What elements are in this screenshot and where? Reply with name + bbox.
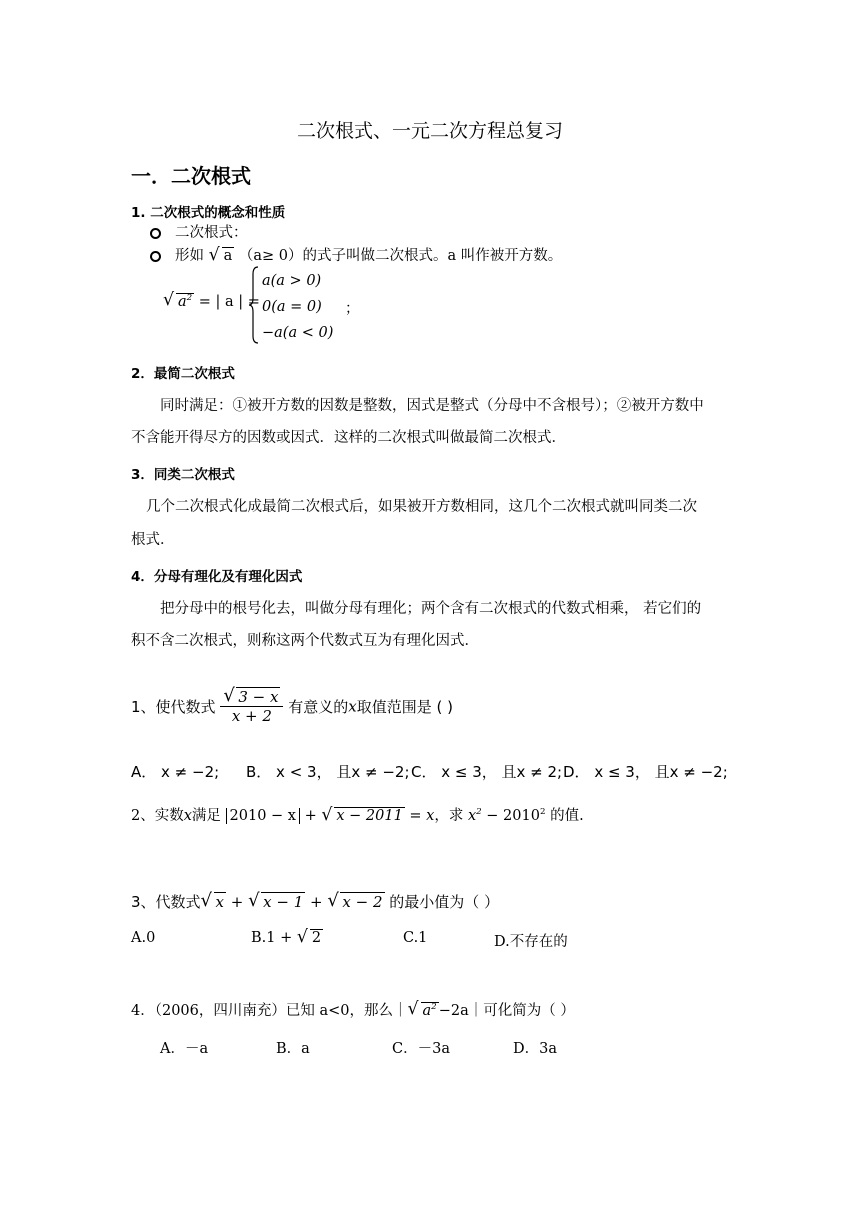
radicand: x − 2011 xyxy=(336,808,403,824)
option-c: C． x ≤ 3， 且x ≠ 2; xyxy=(411,763,563,781)
question-4: 4．（2006，四川南充）已知 a<0，那么｜ √ $a^2$ −2a｜可化简为（ ） xyxy=(131,999,575,1020)
left-brace xyxy=(249,266,259,344)
numerator: 3 − x xyxy=(238,688,279,706)
question-1 xyxy=(131,685,453,725)
bullet-text: 二次根式： xyxy=(175,225,248,241)
subheading-simplest: 2．最简二次根式 xyxy=(131,366,235,382)
operator: + xyxy=(304,808,317,824)
case-positive: a(a > 0) xyxy=(262,273,322,289)
question-text: 2、实数 xyxy=(131,808,184,824)
abs-formula-left: √ $a^2$ = | a | = xyxy=(163,290,260,310)
option-a: A． x ≠ −2; xyxy=(131,763,220,781)
equation-rhs: = x xyxy=(409,808,435,824)
page-title: 二次根式、一元二次方程总复习 xyxy=(296,120,563,142)
radicand: a xyxy=(223,248,233,264)
subheading-concept: 1. 二次根式的概念和性质 xyxy=(131,205,286,221)
option-a: A.0 xyxy=(131,930,156,946)
question-text: −2a｜可化简为（ ） xyxy=(438,1003,575,1019)
bullet-text: 形如 xyxy=(175,248,204,264)
bullet-text: （a≥ 0）的式子叫做二次根式。a 叫作被开方数。 xyxy=(238,248,563,264)
paragraph-line: 把分母中的根号化去，叫做分母有理化；两个含有二次根式的代数式相乘， 若它们的 xyxy=(160,601,702,617)
option-a: A．－a xyxy=(160,1041,209,1057)
option-d: D．3a xyxy=(513,1041,557,1057)
formula-eq: = | a | = xyxy=(198,293,260,310)
question-text: 的值. xyxy=(550,808,584,824)
paragraph-line: 几个二次根式化成最简二次根式后，如果被开方数相同，这几个二次根式就叫同类二次 xyxy=(146,499,697,515)
section-heading-radicals: 一．二次根式 xyxy=(131,164,251,188)
bullet-item-1 xyxy=(150,221,248,242)
option-d: D.不存在的 xyxy=(494,934,568,950)
formula-end: ； xyxy=(345,301,360,317)
case-negative: −a(a < 0) xyxy=(262,325,334,341)
bullet-icon xyxy=(150,228,161,239)
paragraph-line: 同时满足：①被开方数的因数是整数，因式是整式（分母中不含根号）；②被开方数中 xyxy=(160,398,704,414)
question-text: 1、使代数式 xyxy=(131,698,216,716)
question-2: 2、实数x满足 2010 − x + √ x − 2011 = x，求 $x^2 - 2010^2$ 的值. xyxy=(131,805,584,825)
sqrt-a: √ a xyxy=(208,245,233,265)
radicand: x − 2 xyxy=(342,893,383,911)
option-c: C．－3a xyxy=(392,1041,450,1057)
absolute-value: 2010 − x xyxy=(226,808,300,824)
fraction: √ 3 − x x + 2 xyxy=(220,688,283,725)
radicand: x xyxy=(215,893,225,911)
subheading-like-radicals: 3．同类二次根式 xyxy=(131,467,235,483)
question-text: 取值范围是 ( ) xyxy=(356,698,453,716)
paragraph-line: 不含能开得尽方的因数或因式．这样的二次根式叫做最简二次根式． xyxy=(131,430,566,446)
option-b: B．a xyxy=(276,1041,310,1057)
case-zero: 0(a = 0) xyxy=(262,299,322,315)
question-text: 有意义的 xyxy=(288,698,349,716)
option-b: B． x < 3， 且x ≠ −2; xyxy=(246,763,410,781)
paragraph-line: 积不含二次根式，则称这两个代数式互为有理化因式． xyxy=(131,633,479,649)
option-text: B.1 + xyxy=(251,930,293,946)
variable: x xyxy=(183,808,192,824)
denominator: x + 2 xyxy=(231,707,272,725)
question-3: 3、代数式 √ x + √ x − 1 + √ x − 2 的最小值为（ ） xyxy=(131,890,500,911)
cases-list xyxy=(262,268,333,346)
option-b: B.1 + √ 2 xyxy=(251,927,322,947)
radicand: x − 1 xyxy=(263,893,304,911)
paragraph-line: 根式． xyxy=(131,532,175,548)
question-text: 满足 xyxy=(191,808,221,824)
option-d: D． x ≤ 3， 且x ≠ −2; xyxy=(563,763,728,781)
bullet-item-2 xyxy=(150,244,562,265)
subheading-rationalization: 4．分母有理化及有理化因式 xyxy=(131,569,303,585)
radicand: 2 xyxy=(311,930,322,946)
question-text: 3、代数式 xyxy=(131,893,201,911)
question-text: 的最小值为（ ） xyxy=(389,893,500,911)
option-c: C.1 xyxy=(403,930,428,946)
bullet-icon xyxy=(150,251,161,262)
question-text: ，求 xyxy=(434,808,464,824)
variable: x xyxy=(348,697,357,716)
question-text: 4．（2006，四川南充）已知 a<0，那么｜ xyxy=(131,1003,408,1019)
